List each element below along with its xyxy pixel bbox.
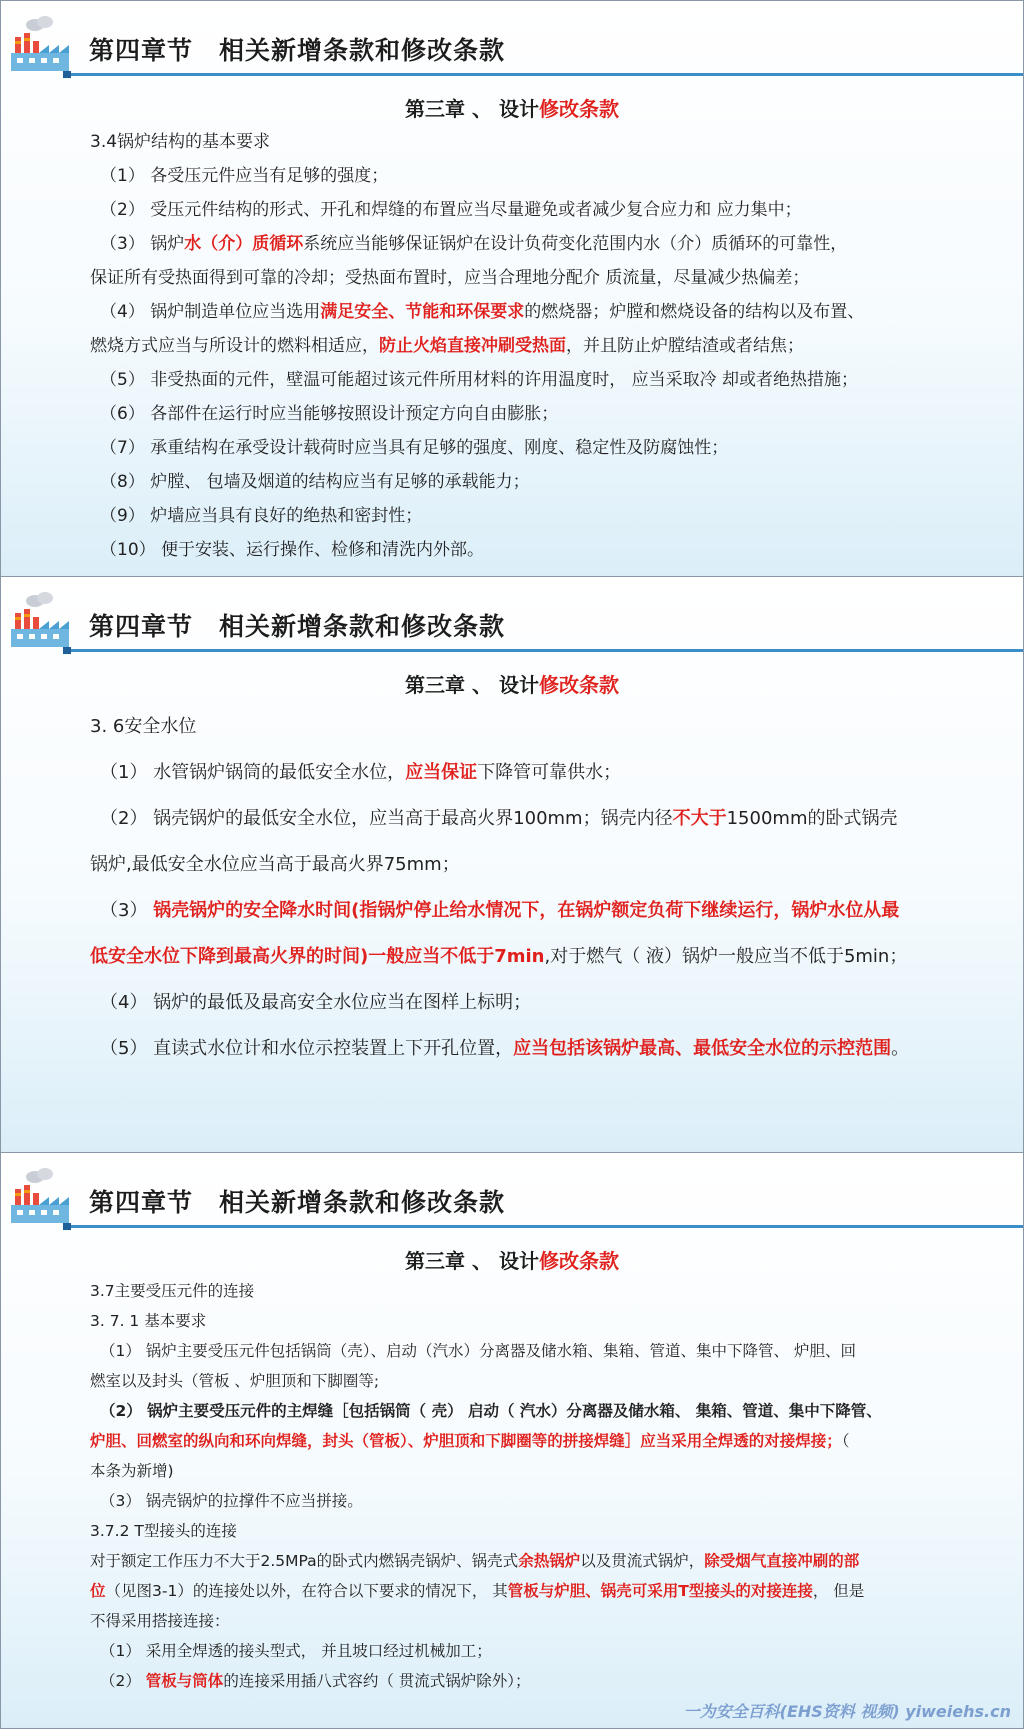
clause-subheading: 3. 7. 1 基本要求 — [90, 1312, 207, 1330]
clause-continuation — [90, 1581, 983, 1601]
clause-item: （1） 各受压元件应当有足够的强度； — [100, 166, 389, 186]
clause-item: （1） 锅炉主要受压元件包括锅筒（壳）、启动（汽水）分离器及储水箱、集箱、管道、集中下降管、 炉胆、回 — [100, 1342, 856, 1360]
clause-item: （5） 非受热面的元件，壁温可能超过该元件所用材料的许用温度时， 应当采取冷 却或者绝热措施； — [100, 370, 859, 390]
highlight-text: 防止火焰直接冲刷受热面 — [379, 336, 566, 356]
highlight-text: 炉胆、回燃室的纵向和环向焊缝，封头（管板）、炉胆顶和下脚圈等的拼接焊缝］应当采用全焊透的对接焊接； — [90, 1432, 842, 1450]
subtitle-text: 第三章 、 设计 — [405, 1249, 539, 1273]
clause-item — [90, 899, 983, 923]
header-divider — [71, 1225, 1023, 1228]
text-run: ，并且防止炉膛结渣或者结焦； — [566, 336, 804, 356]
highlight-text: 水（介）质循环 — [184, 234, 304, 254]
clause-continuation — [90, 335, 983, 357]
highlight-text: 不大于 — [672, 808, 727, 829]
text-run: （ — [841, 1432, 850, 1450]
text-run: 。 — [891, 1038, 910, 1059]
clause-item: （8） 炉膛、 包墙及烟道的结构应当有足够的承载能力； — [100, 472, 530, 492]
clause-paragraph — [90, 1551, 983, 1571]
clause-item — [90, 301, 983, 323]
clause-continuation: 锅炉,最低安全水位应当高于最高火界75mm； — [90, 854, 460, 875]
clause-item: （6） 各部件在运行时应当能够按照设计预定方向自由膨胀； — [100, 404, 559, 424]
slide-header — [1, 1, 1023, 77]
clause-heading: 3.7主要受压元件的连接 — [90, 1282, 255, 1300]
factory-icon — [9, 15, 77, 73]
clause-subheading: 3.7.2 T型接头的连接 — [90, 1522, 237, 1540]
clause-item: （1） 采用全焊透的接头型式， 并且坡口经过机械加工； — [100, 1642, 492, 1660]
highlight-text: 除受烟气直接冲刷的部 — [704, 1552, 860, 1570]
header-divider — [71, 73, 1023, 76]
highlight-text: 管板与筒体 — [145, 1672, 224, 1690]
clause-item — [90, 233, 983, 255]
text-run: （2） — [100, 1672, 146, 1690]
chapter-subtitle — [1, 93, 1023, 122]
text-run: （4） 锅炉制造单位应当选用 — [100, 302, 321, 322]
clause-continuation — [90, 945, 983, 969]
clause-continuation: 本条为新增) — [90, 1462, 174, 1480]
text-run: 燃烧方式应当与所设计的燃料相适应， — [90, 336, 379, 356]
section-title: 第四章节 相关新增条款和修改条款 — [89, 612, 506, 641]
clause-item-highlight: （2） 锅炉主要受压元件的主焊缝［包括锅筒（ 壳） 启动（ 汽水）分离器及储水箱、 集箱、管道、集中下降管、 — [100, 1402, 882, 1420]
text-run: 1500mm的卧式锅壳 — [726, 808, 898, 829]
text-run: 系统应当能够保证锅炉在设计负荷变化范围内水（介）质循环的可靠性， — [303, 234, 848, 254]
text-run: （3） 锅炉 — [100, 234, 185, 254]
clause-item — [90, 1671, 983, 1691]
slide-3-7 — [0, 1152, 1024, 1729]
clause-heading: 3.4锅炉结构的基本要求 — [90, 132, 271, 152]
clause-item: （9） 炉墙应当具有良好的绝热和密封性； — [100, 506, 423, 526]
highlight-text: 管板与炉胆、锅壳可采用T型接头的对接连接 — [507, 1582, 813, 1600]
header-divider — [71, 649, 1023, 652]
clause-continuation: 燃室以及封头（管板 、炉胆顶和下脚圈等; — [90, 1372, 380, 1390]
slide-header — [1, 1153, 1023, 1229]
clause-item — [90, 761, 983, 785]
subtitle-highlight: 修改条款 — [538, 1249, 619, 1273]
text-run: ,对于燃气（ 液）锅炉一般应当不低于5min； — [544, 946, 908, 967]
clause-continuation: 保证所有受热面得到可靠的冷却；受热面布置时，应当合理地分配介 质流量，尽量减少热偏差； — [90, 268, 810, 288]
clause-item: （2） 受压元件结构的形式、开孔和焊缝的布置应当尽量避免或者减少复合应力和 应力集中； — [100, 200, 802, 220]
text-run: （5） 直读式水位计和水位示控装置上下开孔位置， — [100, 1038, 514, 1059]
text-run: （2） 锅壳锅炉的最低安全水位，应当高于最高火界100mm；锅壳内径 — [100, 808, 673, 829]
clause-item: （3） 锅壳锅炉的拉撑件不应当拼接。 — [100, 1492, 363, 1510]
text-run: （1） 水管锅炉锅筒的最低安全水位， — [100, 762, 406, 783]
clause-item: （7） 承重结构在承受设计载荷时应当具有足够的强度、刚度、稳定性及防腐蚀性； — [100, 438, 729, 458]
highlight-text: 低安全水位下降到最高火界的时间)一般应当不低于7min — [90, 946, 545, 967]
clause-item — [90, 1037, 983, 1061]
highlight-text: 锅壳锅炉的安全降水时间(指锅炉停止给水情况下，在锅炉额定负荷下继续运行，锅炉水位从最 — [153, 900, 900, 921]
highlight-text: 余热锅炉 — [518, 1552, 581, 1570]
factory-icon — [9, 591, 77, 649]
subtitle-text: 第三章 、 设计 — [405, 97, 539, 121]
text-run: （3） — [100, 900, 154, 921]
clause-continuation: 不得采用搭接连接： — [90, 1612, 230, 1630]
slide-3-4 — [0, 0, 1024, 577]
highlight-text: 应当包括该锅炉最高、最低安全水位的示控范围 — [513, 1038, 892, 1059]
clause-heading: 3. 6安全水位 — [90, 716, 197, 737]
text-run: 对于额定工作压力不大于2.5MPa的卧式内燃锅壳锅炉、锅壳式 — [90, 1552, 519, 1570]
chapter-subtitle — [1, 1245, 1023, 1274]
factory-icon — [9, 1167, 77, 1225]
section-title: 第四章节 相关新增条款和修改条款 — [89, 36, 506, 65]
subtitle-highlight: 修改条款 — [538, 673, 619, 697]
text-run: （见图3-1）的连接处以外，在符合以下要求的情况下， 其 — [105, 1582, 508, 1600]
text-run: 下降管可靠供水； — [477, 762, 622, 783]
subtitle-text: 第三章 、 设计 — [405, 673, 539, 697]
clause-item: （10） 便于安装、运行操作、检修和清洗内外部。 — [100, 540, 485, 560]
slide-header — [1, 577, 1023, 653]
chapter-subtitle — [1, 669, 1023, 698]
highlight-text: 应当保证 — [405, 762, 478, 783]
clause-item — [90, 807, 983, 831]
clause-continuation — [90, 1431, 983, 1451]
highlight-text: 满足安全、节能和环保要求 — [320, 302, 525, 322]
subtitle-highlight: 修改条款 — [538, 97, 619, 121]
text-run: ， 但是 — [812, 1582, 865, 1600]
clause-item: （4） 锅炉的最低及最高安全水位应当在图样上标明； — [100, 992, 532, 1013]
watermark: 一为安全百科(EHS资料 视频) yiweiehs.cn — [683, 1702, 1011, 1721]
text-run: 以及贯流式锅炉， — [580, 1552, 705, 1570]
section-title: 第四章节 相关新增条款和修改条款 — [89, 1188, 506, 1217]
highlight-text: 位 — [90, 1582, 106, 1600]
slide-3-6 — [0, 576, 1024, 1153]
text-run: 的连接采用插八式容约（ 贯流式锅炉除外）； — [223, 1672, 531, 1690]
text-run: 的燃烧器；炉膛和燃烧设备的结构以及布置、 — [524, 302, 865, 322]
